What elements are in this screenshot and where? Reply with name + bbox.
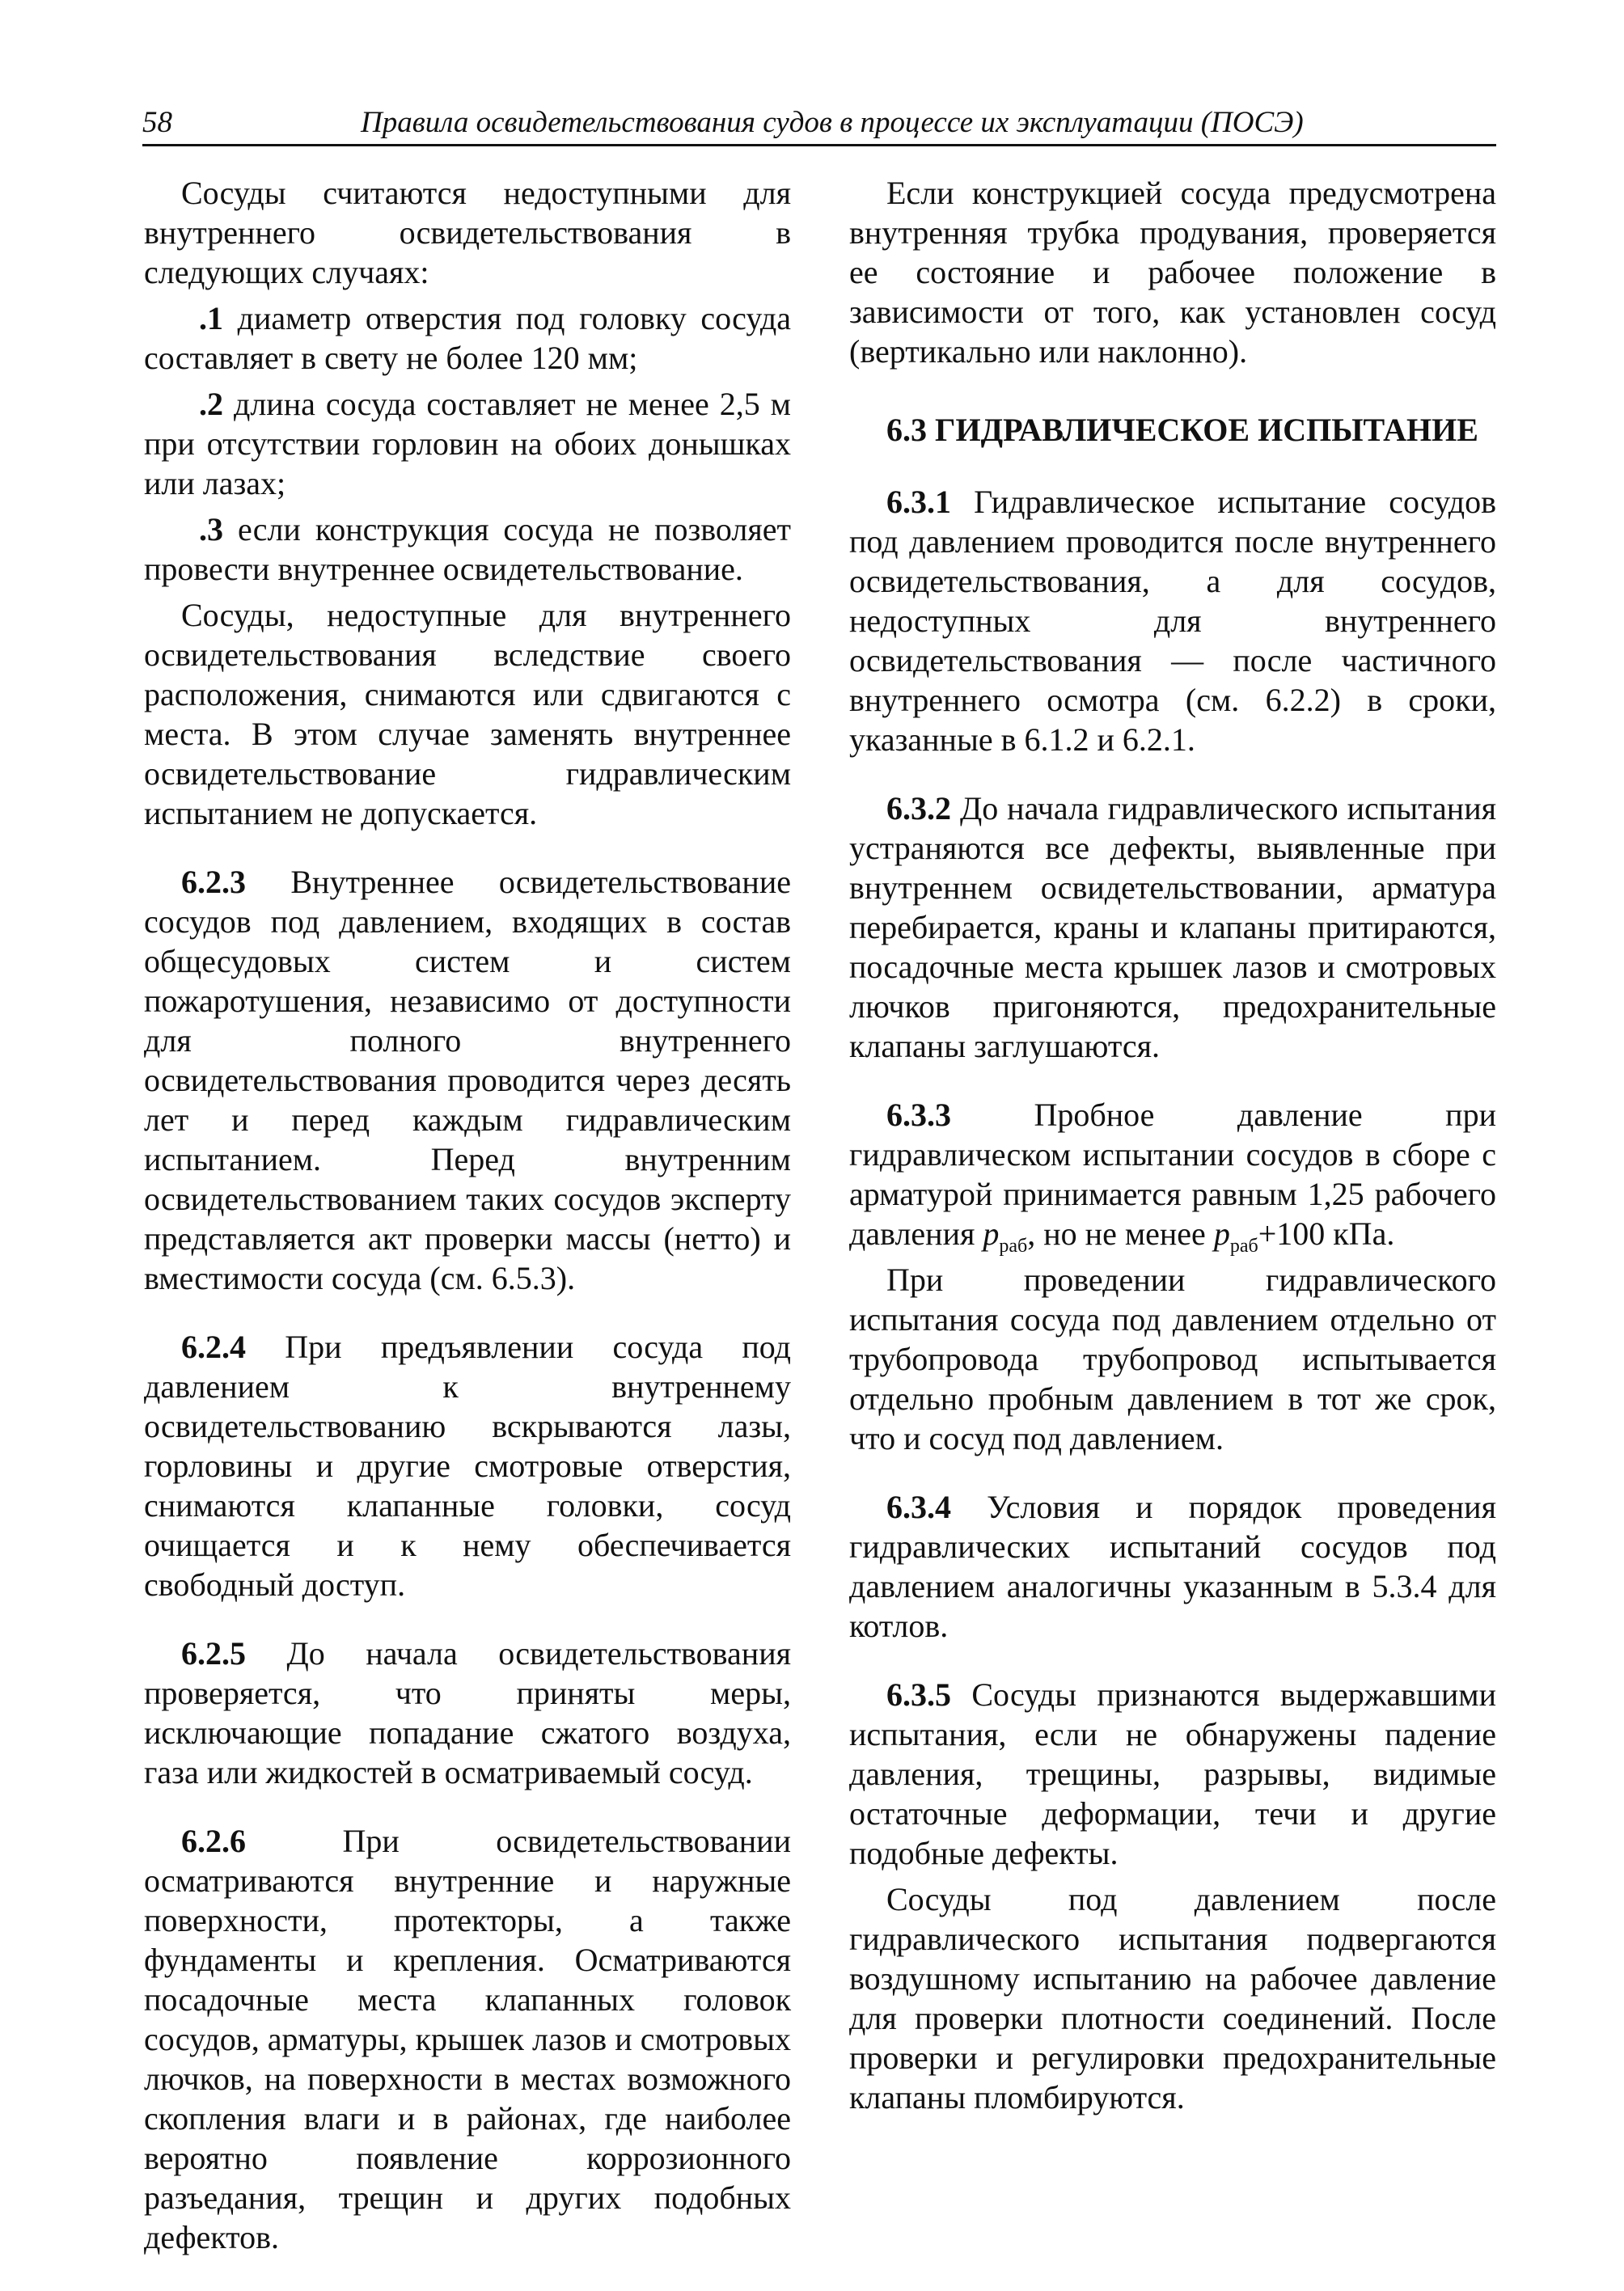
clause-text: Условия и порядок проведения гидравлических испытаний сосудов под давлением аналогичны указанным в 5.3.4 для котлов. [849, 1489, 1496, 1644]
clause-text: При освидетельствовании осматриваются внутренние и наружные поверхности, протекторы, а также фундаменты и крепления. Осматриваются посадочные места клапанных головок сосудов, арматуры, крышек лазов и смотровых лючков, на поверхности в местах возможного скопления влаги и в районах, где наиболее вероятно появление коррозионного разъедания, трещин и других подобных дефектов. [144, 1823, 791, 2255]
list-item-1 [144, 298, 791, 378]
clause-text: При предъявлении сосуда под давлением к внутреннему освидетельствованию вскрываются лазы, горловины и другие смотровые отверстия, снимаются клапанные головки, сосуд очищается и к нему обеспечивается свободный доступ. [144, 1329, 791, 1603]
clause-text: До начала освидетельствования проверяется, что приняты меры, исключающие попадание сжатого воздуха, газа или жидкостей в осматриваемый сосуд. [144, 1635, 791, 1790]
pressure-subscript: раб [999, 1236, 1028, 1257]
clause-6-2-5 [144, 1634, 791, 1792]
paragraph-purge-tube: Если конструкцией сосуда предусмотрена внутренняя трубка продувания, проверяется ее состояние и рабочее положение в зависимости от того, как установлен сосуд (вертикально или наклонно). [849, 175, 1496, 370]
list-item-number: .3 [199, 511, 223, 547]
clause-number: 6.2.3 [181, 864, 246, 900]
clause-number: 6.2.4 [181, 1329, 246, 1365]
section-heading: 6.3 ГИДРАВЛИЧЕСКОЕ ИСПЫТАНИЕ [886, 412, 1478, 448]
clause-6-2-4 [144, 1327, 791, 1604]
clause-6-2-6 [144, 1821, 791, 2257]
clause-text: Пробное давление при гидравлическом испытании сосудов в сборе с арматурой принимается равным 1,25 рабочего давления [849, 1097, 1496, 1252]
clause-text: До начала гидравлического испытания устраняются все дефекты, выявленные при внутреннем освидетельствовании, арматура перебирается, краны и клапаны притираются, посадочные места крышек лазов и смотровых лючков пригоняются, предохранительные клапаны заглушаются. [849, 790, 1496, 1064]
pressure-subscript: раб [1229, 1236, 1258, 1257]
left-column [144, 173, 791, 2257]
clause-number: 6.3.3 [886, 1097, 951, 1133]
list-item-text: диаметр отверстия под головку сосуда составляет в свету не более 120 мм; [144, 300, 791, 376]
clause-6-3-1 [849, 482, 1496, 759]
paragraph-relocation: Сосуды, недоступные для внутреннего освидетельствования вследствие своего расположения, снимаются или сдвигаются с места. В этом случае заменять внутреннее освидетельствование гидравлическим испытанием не допускается. [144, 597, 791, 831]
paragraph-inaccessible-intro: Сосуды считаются недоступными для внутреннего освидетельствования в следующих случаях: [144, 175, 791, 290]
pressure-symbol: p [1213, 1215, 1230, 1252]
clause-6-3-2 [849, 788, 1496, 1066]
clause-number: 6.3.2 [886, 790, 951, 826]
list-item-3 [144, 509, 791, 589]
paragraph-pipeline: При проведении гидравлического испытания сосуда под давлением отдельно от трубопровода трубопровод испытывается отдельно пробным давлением в тот же срок, что и сосуд под давлением. [849, 1262, 1496, 1456]
clause-number: 6.3.5 [886, 1676, 951, 1713]
clause-number: 6.2.6 [181, 1823, 246, 1859]
clause-text: Сосуды признаются выдержавшими испытания, если не обнаружены падение давления, трещины, разрывы, видимые остаточные деформации, течи и другие подобные дефекты. [849, 1676, 1496, 1871]
right-column [849, 173, 1496, 2117]
list-item-number: .2 [199, 386, 223, 422]
clause-number: 6.2.5 [181, 1635, 246, 1672]
paragraph-air-test: Сосуды под давлением после гидравлического испытания подвергаются воздушному испытанию на рабочее давление для проверки плотности соединений. После проверки и регулировки предохранительные клапаны пломбируются. [849, 1881, 1496, 2116]
page-header [142, 104, 1496, 146]
clause-text: Гидравлическое испытание сосудов под давлением проводится после внутреннего освидетельствования, а для сосудов, недоступных для внутреннего освидетельствования — после частичного внутреннего осмотра (см. 6.2.2) в сроки, указанные в 6.1.2 и 6.2.1. [849, 484, 1496, 758]
list-item-2 [144, 384, 791, 503]
clause-6-3-5 [849, 1675, 1496, 1873]
clause-text: +100 кПа. [1258, 1215, 1395, 1252]
clause-text: Внутреннее освидетельствование сосудов под давлением, входящих в состав общесудовых систем и систем пожаротушения, независимо от доступности для полного внутреннего освидетельствования проводится через десять лет и перед каждым гидравлическим испытанием. Перед внутренним освидетельствованием таких сосудов эксперту представляется акт проверки массы (нетто) и вместимости сосуда (см. 6.5.3). [144, 864, 791, 1296]
clause-number: 6.3.1 [886, 484, 951, 520]
list-item-number: .1 [199, 300, 223, 336]
clause-6-2-3 [144, 862, 791, 1298]
page-number: 58 [142, 106, 172, 139]
clause-6-3-4 [849, 1487, 1496, 1646]
running-title: Правила освидетельствования судов в процессе их эксплуатации (ПОСЭ) [361, 106, 1304, 139]
pressure-symbol: p [983, 1215, 1000, 1252]
list-item-text: длина сосуда составляет не менее 2,5 м при отсутствии горловин на обоих донышках или лазах; [144, 386, 791, 501]
list-item-text: если конструкция сосуда не позволяет провести внутреннее освидетельствование. [144, 511, 791, 587]
clause-6-3-3 [849, 1095, 1496, 1257]
clause-number: 6.3.4 [886, 1489, 951, 1525]
clause-text: , но не менее [1027, 1215, 1214, 1252]
